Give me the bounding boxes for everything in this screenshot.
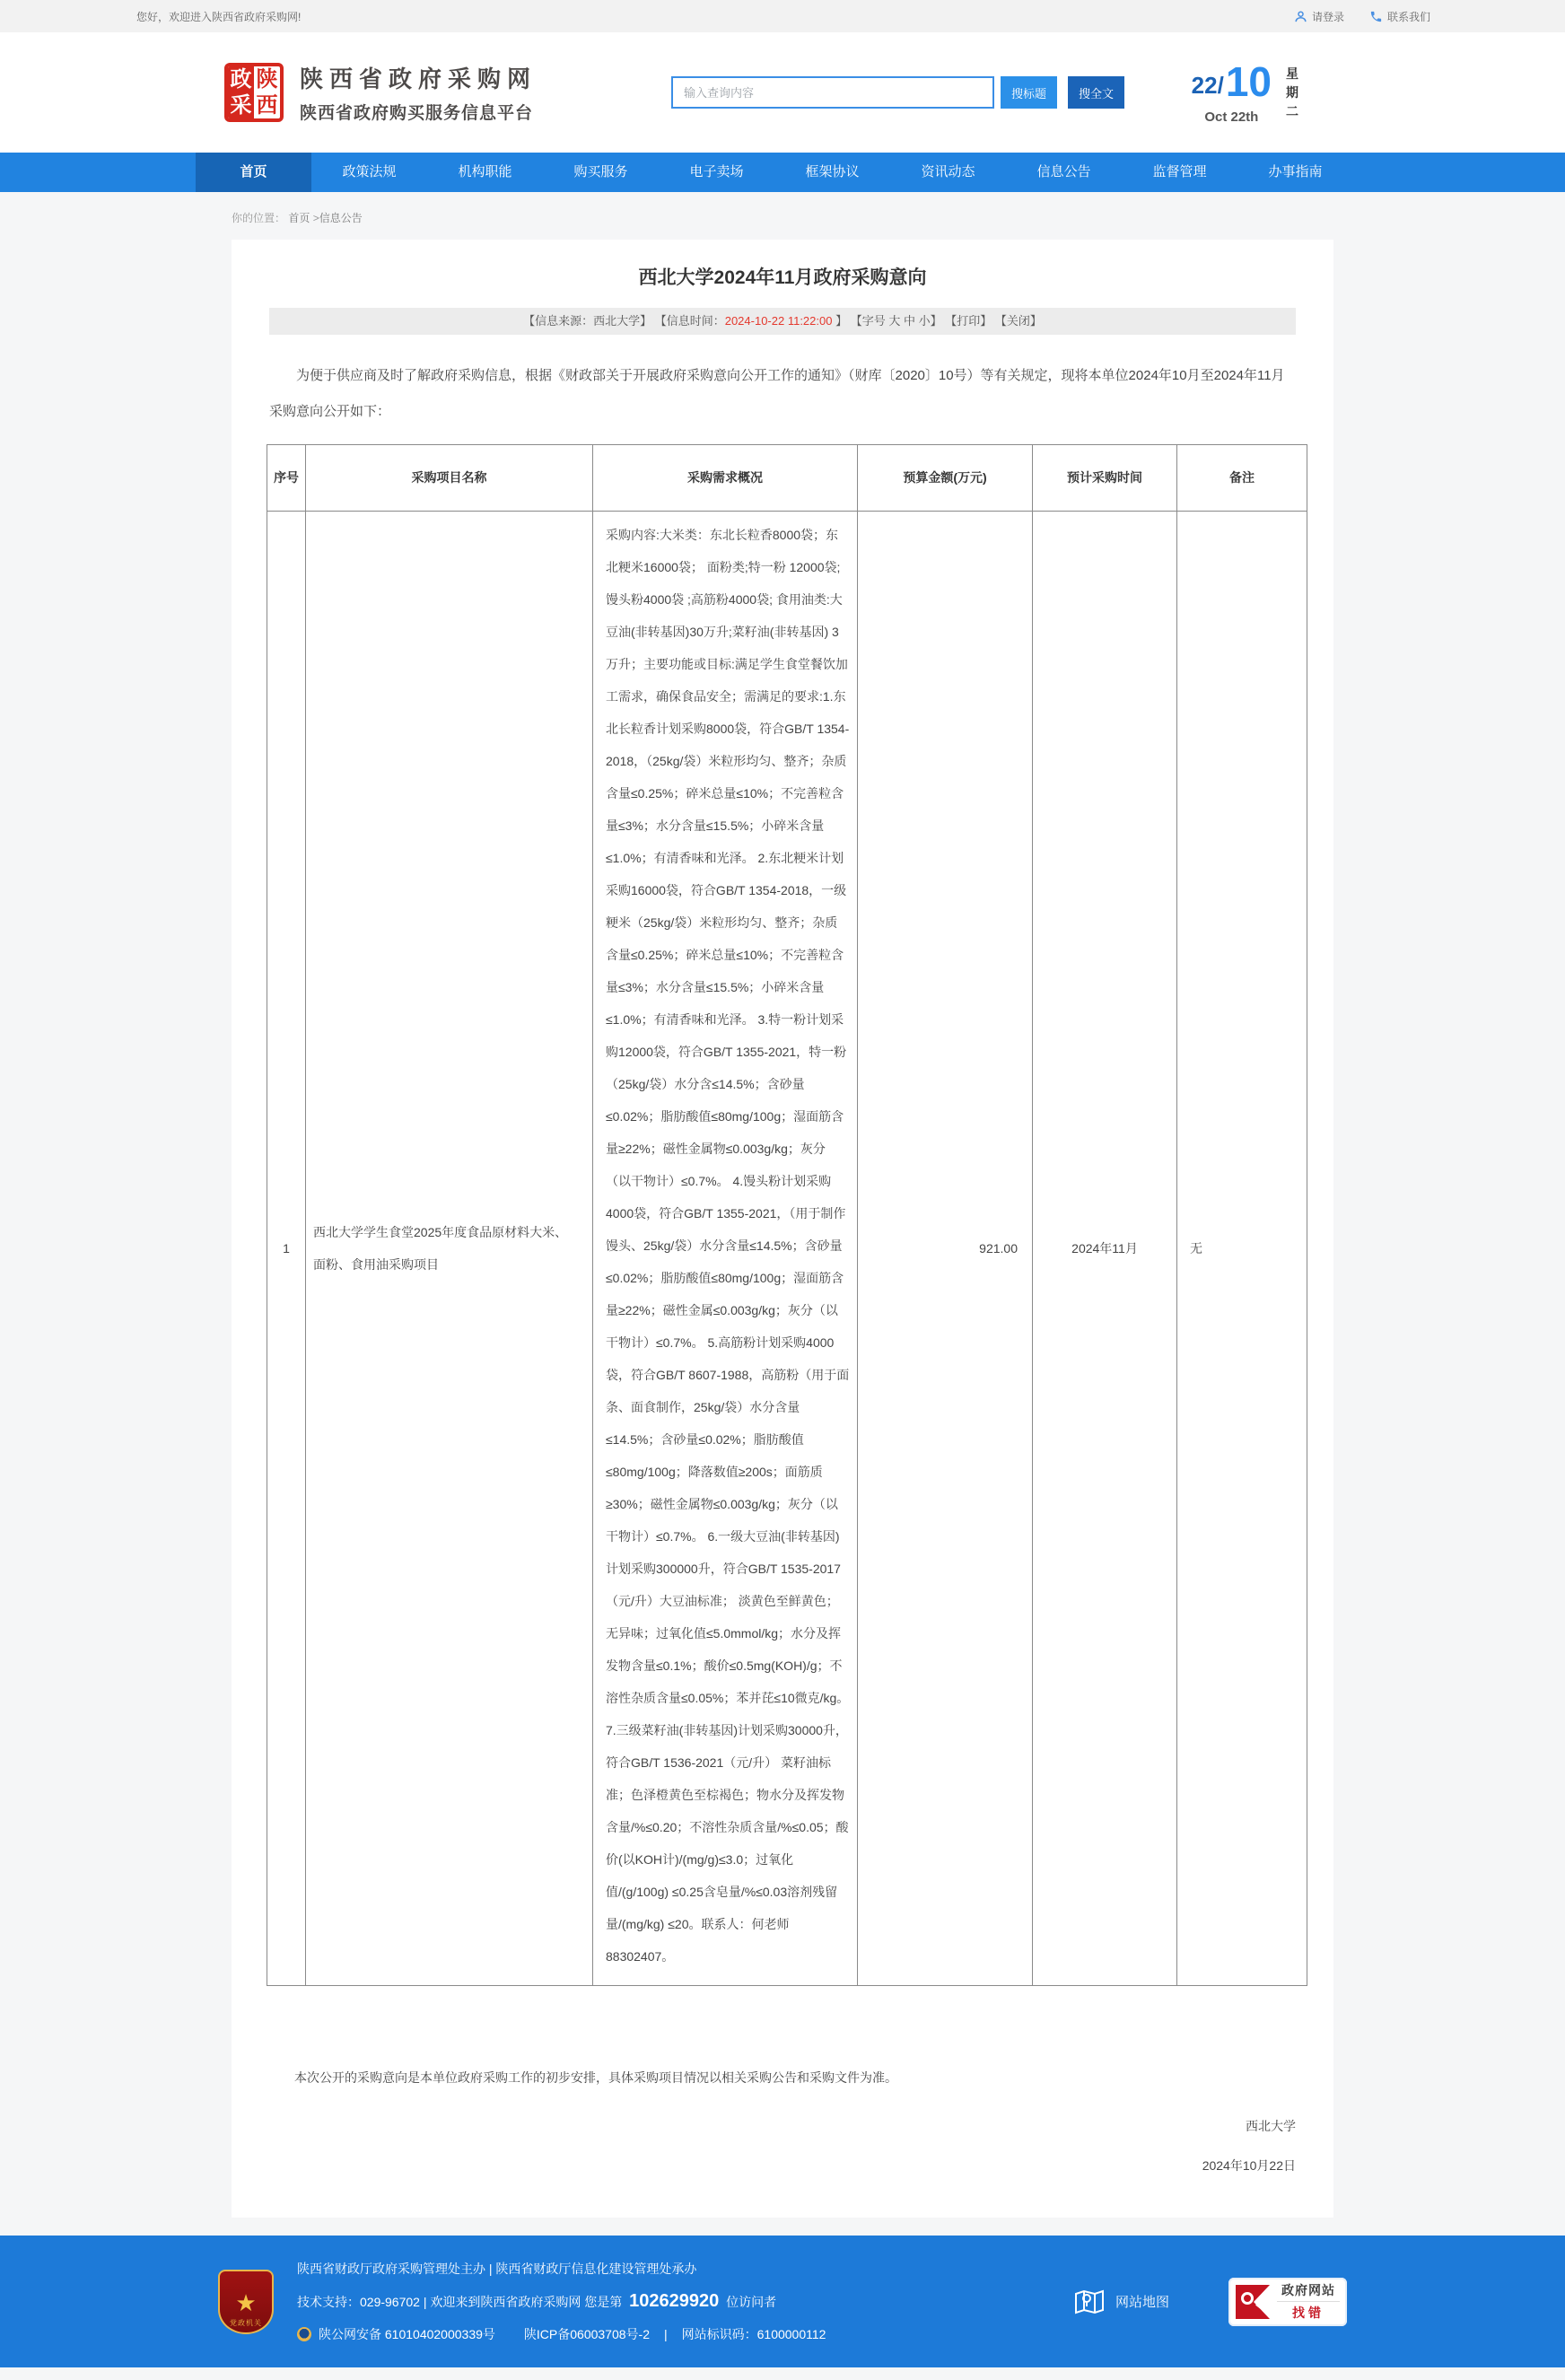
nav-item-supervision[interactable]: 监督管理 — [1152, 164, 1207, 179]
welcome-text: 您好，欢迎进入陕西省政府采购网! — [136, 10, 302, 23]
meta-time-value: 2024-10-22 11:22:00 — [724, 314, 833, 328]
breadcrumb-current-link[interactable]: 信息公告 — [319, 212, 363, 224]
nav-item-functions[interactable]: 机构职能 — [458, 164, 512, 179]
col-header-demand: 采购需求概况 — [593, 445, 858, 512]
footer-organizer-line: 陕西省财政厅政府采购管理处主办 | 陕西省财政厅信息化建设管理处承办 — [297, 2262, 697, 2276]
emblem-label: 党政机关 — [230, 2318, 262, 2327]
table-header-row — [267, 445, 1307, 512]
date-day: 22/ — [1191, 71, 1224, 99]
meta-time-label: 【信息时间： — [654, 314, 725, 328]
nav-item-announcements[interactable]: 信息公告 — [1036, 164, 1091, 179]
cell-project-name: 西北大学学生食堂2025年度食品原材料大米、面粉、食用油采购项目 — [306, 512, 593, 1986]
contact-label: 联系我们 — [1386, 10, 1430, 23]
nav-item-purchase-services[interactable]: 购买服务 — [573, 164, 628, 179]
government-emblem-icon — [218, 2270, 274, 2334]
site-title: 陕西省政府采购网 — [300, 66, 538, 92]
procurement-table — [267, 444, 1307, 1986]
breadcrumb-home-link[interactable]: 首页 — [288, 212, 310, 224]
col-header-project-name: 采购项目名称 — [306, 445, 593, 512]
emblem-star-icon: ★ — [235, 2288, 257, 2316]
website-error-report-badge[interactable] — [1228, 2278, 1347, 2326]
breadcrumb-separator: > — [312, 212, 319, 224]
footer-support-line — [297, 2285, 826, 2318]
fontsize-small-button[interactable]: 小 — [918, 314, 931, 328]
search-input[interactable] — [671, 76, 994, 109]
article-meta-bar — [269, 308, 1296, 335]
cell-remark: 无 — [1177, 512, 1307, 1986]
phone-icon — [1369, 10, 1383, 23]
header — [0, 32, 1565, 153]
cell-demand-summary: 采购内容:大米类：东北长粒香8000袋；东北粳米16000袋； 面粉类;特一粉 12000袋;馒头粉4000袋 ;高筋粉4000袋; 食用油类:大豆油(非转基因)30万升;菜籽油(非转基因) 3万升；主要功能或目标:满足学生食堂餐饮加工需求，确保食品安全；需满足的要求:1.东北长粒香计划采购8000袋，符合GB/T 1354-2018，（25kg/袋）米粒形均匀、整齐；杂质含量≤0.25%；碎米总量≤10%；不完善粒含量≤3%；水分含量≤15.5%；小碎米含量≤1.0%；有清香味和光泽。 2.东北粳米计划采购16000袋，符合GB/T 1354-2018，一级粳米（25kg/袋）米粒形均匀、整齐；杂质含量≤0.25%；碎米总量≤10%；不完善粒含量≤3%；水分含量≤15.5%；小碎米含量≤1.0%；有清香味和光泽。 3.特一粉计划采购12000袋，符合GB/T 1355-2021，特一粉（25kg/袋）水分含≤14.5%；含砂量≤0.02%；脂肪酸值≤80mg/100g；湿面筋含量≥22%；磁性金属物≤0.003g/kg；灰分（以干物计）≤0.7%。 4.馒头粉计划采购4000袋，符合GB/T 1355-2021，（用于制作馒头、25kg/袋）水分含量≤14.5%；含砂量≤0.02%；脂肪酸值≤80mg/100g；湿面筋含量≥22%；磁性金属≤0.003g/kg；灰分（以干物计）≤0.7%。 5.高筋粉计划采购4000袋，符合GB/T 8607-1988，高筋粉（用于面条、面食制作，25kg/袋）水分含量≤14.5%；含砂量≤0.02%；脂肪酸值≤80mg/100g；降落数值≥200s；面筋质≥30%；磁性金属物≤0.003g/kg；灰分（以干物计）≤0.7%。 6.一级大豆油(非转基因)计划采购300000升，符合GB/T 1535-2017（元/升）大豆油标准； 淡黄色至鲜黄色；无异味；过氧化值≤5.0mmol/kg；水分及挥发物含量≤0.1%；酸价≤0.5mg(KOH)/g；不溶性杂质含量≤0.05%；苯并芘≤10微克/kg。 7.三级菜籽油(非转基因)计划采购30000升，符合GB/T 1536-2021（元/升） 菜籽油标准；色泽橙黄色至棕褐色；物水分及挥发物含量/%≤0.20；不溶性杂质含量/%≤0.05；酸价(以KOH计)/(mg/g)≤3.0；过氧化值/(g/100g) ≤0.25含皂量/%≤0.03溶剂残留量/(mg/kg) ≤20。联系人：何老师 88302407。 — [593, 512, 858, 1986]
meta-fontsize-close: 】 — [930, 314, 942, 328]
nav-item-news[interactable]: 资讯动态 — [921, 164, 975, 179]
login-link[interactable] — [1294, 9, 1344, 24]
meta-source: 【信息来源：西北大学】 — [523, 314, 652, 328]
topbar — [0, 0, 1565, 32]
contact-link[interactable] — [1369, 9, 1430, 24]
date-month: 10 — [1225, 57, 1272, 105]
footer — [0, 2236, 1565, 2367]
nav-item-guide[interactable]: 办事指南 — [1268, 164, 1323, 179]
search-title-button[interactable]: 搜标题 — [1001, 76, 1057, 109]
beian-separator: | — [663, 2327, 668, 2341]
seal-logo-icon — [224, 63, 284, 122]
date-weekday: 星期二 — [1286, 66, 1298, 118]
site-subtitle: 陕西省政府购买服务信息平台 — [300, 104, 534, 123]
footer-visitor-suffix: 位访问者 — [726, 2295, 777, 2309]
error-flag-magnifier-icon — [1234, 2283, 1273, 2321]
intro-paragraph: 为便于供应商及时了解政府采购信息，根据《财政部关于开展政府采购意向公开工作的通知》（财库〔2020〕10号）等有关规定，现将本单位2024年10月至2024年11月采购意向公开如下： — [269, 368, 1285, 419]
cell-budget: 921.00 — [858, 512, 1033, 1986]
col-header-budget: 预算金额(万元) — [858, 445, 1033, 512]
cell-planned-time: 2024年11月 — [1033, 512, 1177, 1986]
police-beian-link[interactable]: 陕公网安备 61010402000339号 — [319, 2327, 495, 2341]
footer-support-text: 技术支持：029-96702 | 欢迎来到陕西省政府采购网 您是第 — [297, 2295, 623, 2309]
fontsize-large-button[interactable]: 大 — [888, 314, 901, 328]
seal-char: 西 — [256, 92, 278, 118]
err-badge-title: 政府网站 — [1281, 2283, 1335, 2297]
nav-item-policies[interactable]: 政策法规 — [342, 164, 397, 179]
footer-beian-line — [297, 2318, 826, 2350]
breadcrumb — [0, 192, 1565, 240]
seal-char: 陕 — [256, 66, 278, 92]
sitemap-label: 网站地图 — [1115, 2295, 1169, 2310]
col-header-index: 序号 — [267, 445, 306, 512]
close-button[interactable]: 【关闭】 — [994, 314, 1042, 328]
visitor-count: 102629920 — [629, 2291, 720, 2311]
search-bar — [671, 76, 1124, 109]
date-english: Oct 22th — [1204, 109, 1259, 125]
icp-beian-link[interactable]: 陕ICP备06003708号-2 — [523, 2327, 650, 2341]
signature-date: 2024年10月22日 — [1202, 2158, 1296, 2173]
nav-item-emall[interactable]: 电子卖场 — [689, 164, 744, 179]
breadcrumb-prefix: 你的位置： — [232, 212, 286, 224]
closing-paragraph: 本次公开的采购意向是本单位政府采购工作的初步安排，具体采购项目情况以相关采购公告和采购文件为准。 — [294, 2070, 897, 2085]
fontsize-medium-button[interactable]: 中 — [903, 314, 915, 328]
table-row — [267, 512, 1307, 1986]
signature: 西北大学 — [1246, 2119, 1296, 2133]
site-code: 网站标识码：6100000112 — [681, 2327, 826, 2341]
map-icon — [1074, 2288, 1105, 2315]
nav-item-framework[interactable]: 框架协议 — [805, 164, 860, 179]
nav-item-home[interactable]: 首页 — [196, 153, 311, 192]
seal-char: 政 — [228, 66, 254, 92]
seal-char: 采 — [228, 92, 254, 118]
meta-time-close: 】 — [832, 314, 848, 328]
meta-fontsize-label: 【字号 — [850, 314, 889, 328]
article-card — [232, 240, 1333, 2218]
col-header-time: 预计采购时间 — [1033, 445, 1177, 512]
err-badge-action: 找错 — [1277, 2301, 1340, 2322]
login-label: 请登录 — [1311, 10, 1344, 23]
main-nav — [0, 153, 1565, 192]
page-title: 西北大学2024年11月政府采购意向 — [638, 267, 927, 288]
cell-index: 1 — [267, 512, 306, 1986]
user-icon — [1294, 10, 1307, 23]
search-fulltext-button[interactable]: 搜全文 — [1068, 76, 1124, 109]
sitemap-link[interactable] — [1074, 2288, 1169, 2315]
police-badge-icon — [297, 2327, 311, 2341]
col-header-remark: 备注 — [1177, 445, 1307, 512]
print-button[interactable]: 【打印】 — [945, 314, 992, 328]
date-widget — [1191, 57, 1300, 125]
site-logo[interactable] — [224, 61, 537, 124]
